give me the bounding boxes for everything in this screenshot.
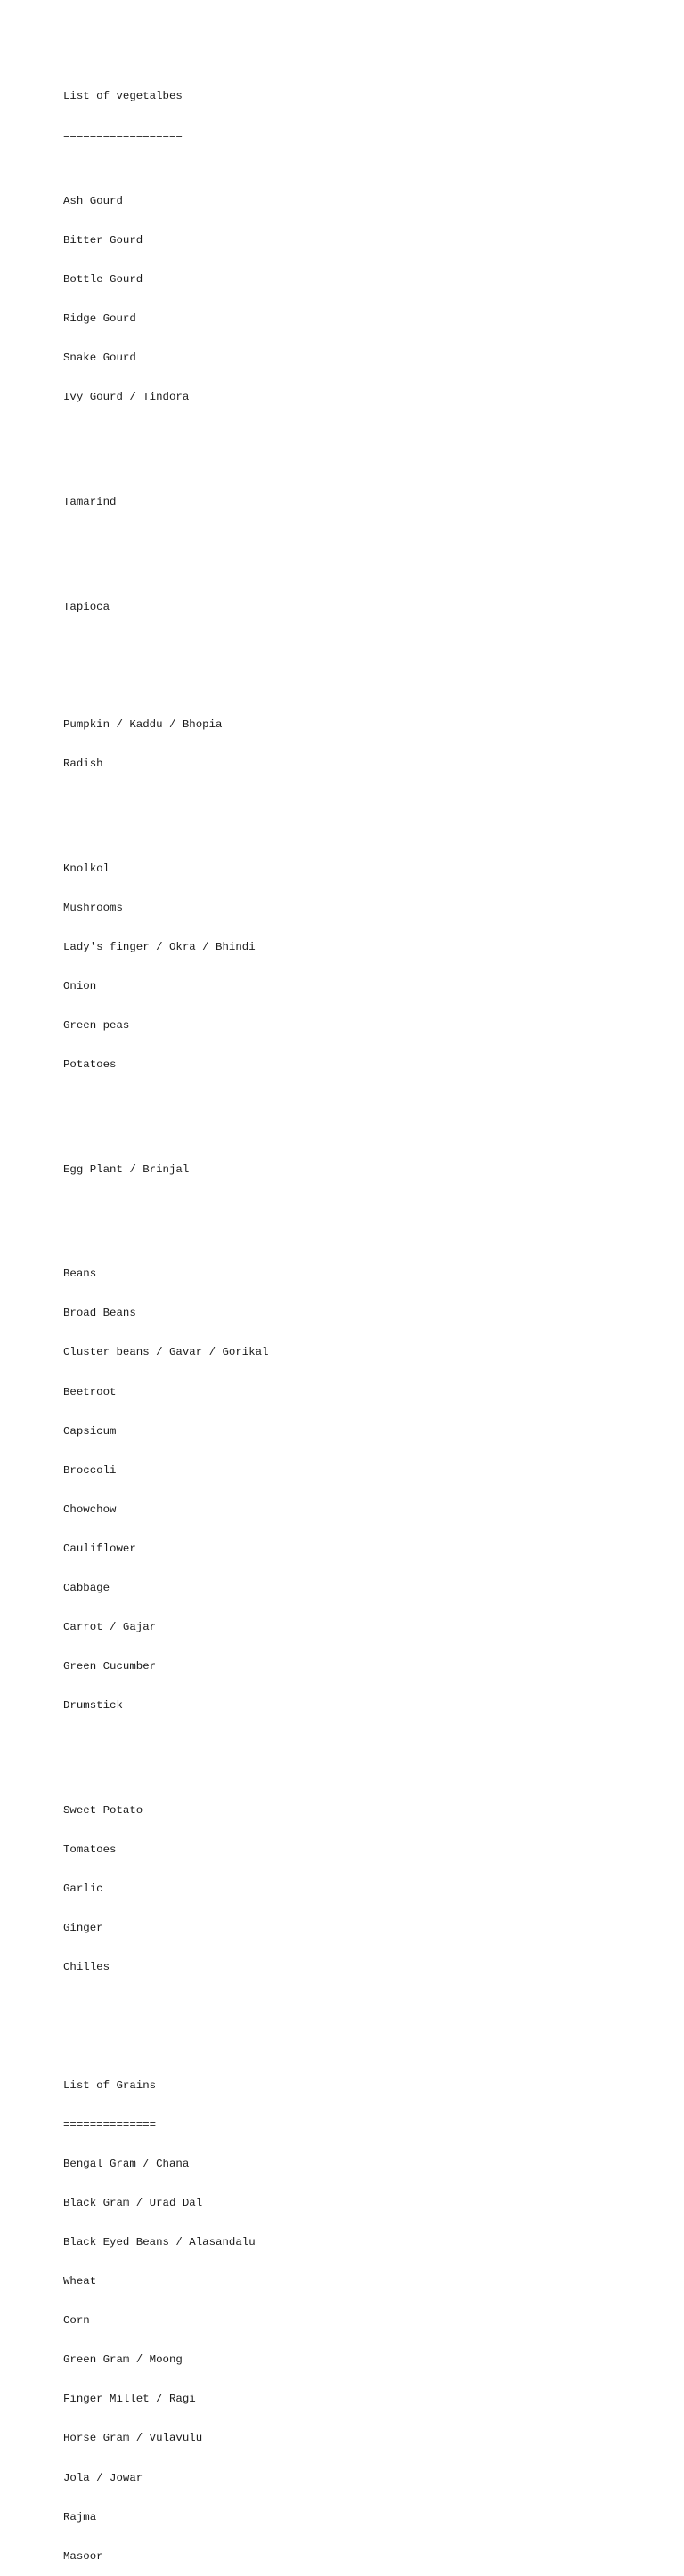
vegetable-item: Knolkol [63,862,110,875]
vegetable-item: Ginger [63,1922,103,1935]
blank-line [63,797,669,810]
vegetables-heading-underline: ================== [63,129,183,142]
blank-line [63,640,669,666]
vegetable-item: Cabbage [63,1582,110,1595]
grain-item: Horse Gram / Vulavulu [63,2432,203,2445]
blank-line [63,1203,669,1216]
vegetable-item: Drumstick [63,1699,123,1713]
vegetable-item: Green Cucumber [63,1660,157,1673]
grain-item: Jola / Jowar [63,2471,143,2484]
grain-item: Green Gram / Moong [63,2353,183,2367]
vegetable-item: Ridge Gourd [63,312,136,326]
blank-line [63,1098,669,1111]
blank-line [63,431,669,444]
grain-item: Bengal Gram / Chana [63,2157,190,2170]
blank-line [63,1738,669,1752]
vegetable-item: Cluster beans / Gavar / Gorikal [63,1346,269,1359]
vegetable-item: Tomatoes [63,1843,117,1857]
vegetable-item: Pumpkin / Kaddu / Bhopia [63,717,223,731]
vegetable-item: Beans [63,1268,97,1281]
vegetable-item: Mushrooms [63,901,123,914]
vegetable-item: Broccoli [63,1463,117,1477]
vegetable-item: Chilles [63,1961,110,1974]
vegetable-item: Garlic [63,1883,103,1896]
grains-heading-underline: ============== [63,2118,157,2131]
vegetable-item: Snake Gourd [63,352,136,365]
vegetable-item: Cauliflower [63,1542,136,1555]
vegetable-item: Ivy Gourd / Tindora [63,391,190,404]
vegetable-item: Ash Gourd [63,195,123,207]
grain-item: Corn [63,2314,90,2328]
document-body [63,64,669,2576]
vegetables-heading: List of vegetalbes [63,90,183,103]
grain-item: Wheat [63,2275,97,2288]
vegetable-item: Onion [63,979,97,992]
vegetable-item: Bitter Gourd [63,234,143,247]
vegetable-item: Chowchow [63,1503,117,1516]
grain-item: Rajma [63,2510,97,2523]
vegetable-item: Carrot / Gajar [63,1621,157,1634]
vegetable-item: Capsicum [63,1424,117,1438]
vegetable-item: Green peas [63,1019,130,1033]
vegetable-item: Tapioca [63,600,110,613]
vegetable-item: Beetroot [63,1385,117,1398]
blank-line [63,2000,669,2026]
grain-item: Finger Millet / Ragi [63,2393,196,2406]
grains-heading: List of Grains [63,2078,157,2092]
vegetable-item: Sweet Potato [63,1803,143,1817]
vegetable-item: Lady's finger / Okra / Bhindi [63,940,256,953]
vegetable-item: Tamarind [63,496,117,509]
vegetable-item: Egg Plant / Brinjal [63,1162,190,1176]
grain-item: Black Eyed Beans / Alasandalu [63,2235,256,2248]
grain-item: Black Gram / Urad Dal [63,2196,203,2209]
blank-line [63,535,669,548]
vegetable-item: Bottle Gourd [63,273,143,287]
grain-item: Masoor [63,2549,103,2563]
vegetable-item: Broad Beans [63,1307,136,1320]
vegetable-item: Potatoes [63,1058,117,1072]
vegetable-item: Radish [63,757,103,771]
